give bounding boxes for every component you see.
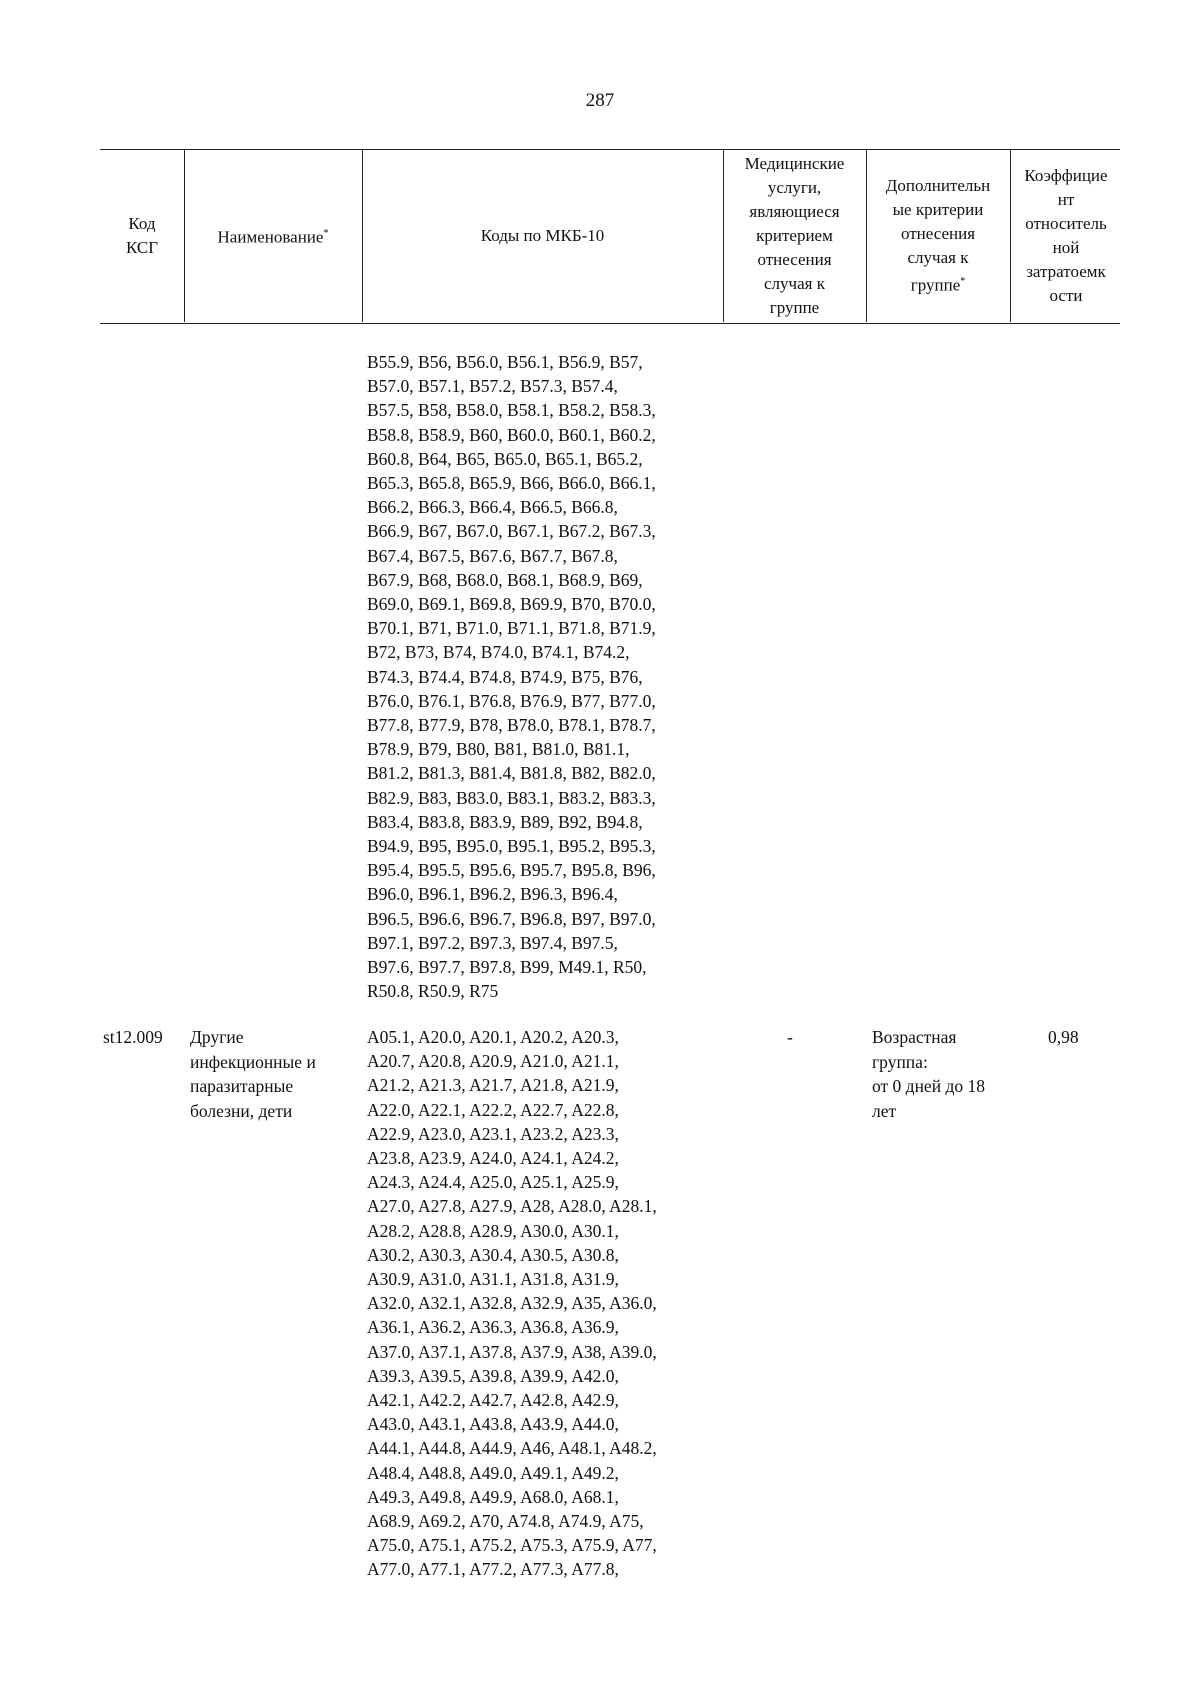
header-icd-codes: Коды по МКБ-10 (480, 225, 605, 245)
header-name: Наименование* (217, 227, 329, 247)
header-medical-services: Медицинские услуги, являющиеся критерием отнесения случая к группе (744, 153, 845, 317)
row-name: Другие инфекционные и паразитарные болезни, дети (190, 1027, 316, 1121)
row-coefficient: 0,98 (1048, 1027, 1079, 1047)
header-code: Код КСГ (125, 213, 159, 257)
header-coefficient: Коэффицие нт относитель ной затратоемк ости (1024, 165, 1108, 305)
page-number: 287 (585, 90, 615, 111)
row-code: st12.009 (103, 1027, 163, 1047)
continued-icd-codes: B55.9, B56, B56.0, B56.1, B56.9, B57, B57.0, B57.1, B57.2, B57.3, B57.4, B57.5, B58, B58.0, B58.1, B58.2, B58.3, B58.8, B58.9, B60, B60.0, B60.1, B60.2, B60.8, B64, B65, B65.0, B65.1, B65.2, B65.3, B65.8, B65.9, B66, B66.0, B66.1, B66.2, B66.3, B66.4, B66.5, B66.8, B66.9, B67, B67.0, B67.1, B67.2, B67.3, B67.4, B67.5, B67.6, B67.7, B67.8, B67.9, B68, B68.0, B68.1, B68.9, B69, B69.0, B69.1, B69.8, B69.9, B70, B70.0, B70.1, B71, B71.0, B71.1, B71.8, B71.9, B72, B73, B74, B74.0, B74.1, B74.2, B74.3, B74.4, B74.8, B74.9, B75, B76, B76.0, B76.1, B76.8, B76.9, B77, B77.0, B77.8, B77.9, B78, B78.0, B78.1, B78.7, B78.9, B79, B80, B81, B81.0, B81.1, B81.2, B81.3, B81.4, B81.8, B82, B82.0, B82.9, B83, B83.0, B83.1, B83.2, B83.3, B83.4, B83.8, B83.9, B89, B92, B94.8, B94.9, B95, B95.0, B95.1, B95.2, B95.3, B95.4, B95.5, B95.6, B95.7, B95.8, B96, B96.0, B96.1, B96.2, B96.3, B96.4, B96.5, B96.6, B96.7, B96.8, B97, B97.0, B97.1, B97.2, B97.3, B97.4, B97.5, B97.6, B97.7, B97.8, B99, M49.1, R50, R50.8, R50.9, R75 (367, 352, 656, 1002)
row-additional-criteria: Возрастная группа: от 0 дней до 18 лет (872, 1027, 985, 1121)
row-medical-services: - (787, 1027, 793, 1047)
header-additional-criteria: Дополнительн ые критерии отнесения случая к группе* (885, 175, 991, 295)
row-icd-codes: A05.1, A20.0, A20.1, A20.2, A20.3, A20.7, A20.8, A20.9, A21.0, A21.1, A21.2, A21.3, A21.7, A21.8, A21.9, A22.0, A22.1, A22.2, A22.7, A22.8, A22.9, A23.0, A23.1, A23.2, A23.3, A23.8, A23.9, A24.0, A24.1, A24.2, A24.3, A24.4, A25.0, A25.1, A25.9, A27.0, A27.8, A27.9, A28, A28.0, A28.1, A28.2, A28.8, A28.9, A30.0, A30.1, A30.2, A30.3, A30.4, A30.5, A30.8, A30.9, A31.0, A31.1, A31.8, A31.9, A32.0, A32.1, A32.8, A32.9, A35, A36.0, A36.1, A36.2, A36.3, A36.8, A36.9, A37.0, A37.1, A37.8, A37.9, A38, A39.0, A39.3, A39.5, A39.8, A39.9, A42.0, A42.1, A42.2, A42.7, A42.8, A42.9, A43.0, A43.1, A43.8, A43.9, A44.0, A44.1, A44.8, A44.9, A46, A48.1, A48.2, A48.4, A48.8, A49.0, A49.1, A49.2, A49.3, A49.8, A49.9, A68.0, A68.1, A68.9, A69.2, A70, A74.8, A74.9, A75, A75.0, A75.1, A75.2, A75.3, A75.9, A77, A77.0, A77.1, A77.2, A77.3, A77.8, (367, 1027, 657, 1580)
